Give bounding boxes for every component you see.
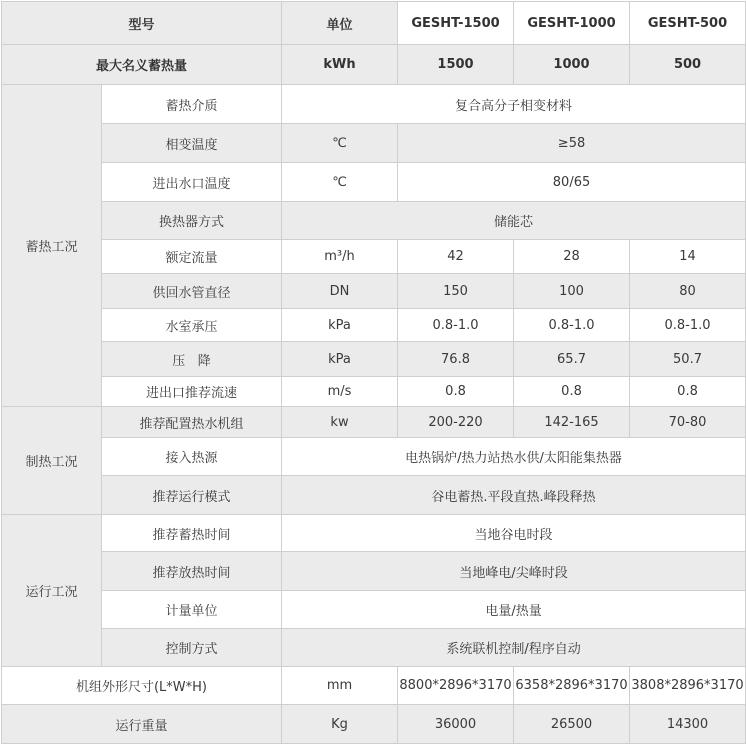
row-label: 相变温度 [102, 124, 282, 163]
row-value-3: 0.8 [630, 377, 746, 407]
row-value-1: 200-220 [398, 407, 514, 438]
row-value-3: 14 [630, 240, 746, 274]
row-value-3: 80 [630, 274, 746, 309]
row-merged-value: 系统联机控制/程序自动 [282, 629, 746, 667]
row-value-1: 76.8 [398, 342, 514, 377]
row-value-3: 70-80 [630, 407, 746, 438]
row-unit: kPa [282, 309, 398, 342]
weight-label: 运行重量 [2, 705, 282, 744]
row-value-2: 0.8-1.0 [514, 309, 630, 342]
row-value-1: 42 [398, 240, 514, 274]
row-label: 计量单位 [102, 591, 282, 629]
header-unit-label: 单位 [282, 2, 398, 45]
capacity-value-1: 1500 [398, 45, 514, 85]
row-label: 推荐蓄热时间 [102, 515, 282, 552]
row-value-1: 150 [398, 274, 514, 309]
row-label: 供回水管直径 [102, 274, 282, 309]
group-operation-label: 运行工况 [2, 515, 102, 667]
row-unit: ℃ [282, 163, 398, 202]
weight-value-2: 26500 [514, 705, 630, 744]
row-merged-value: 80/65 [398, 163, 746, 202]
row-merged-value: 谷电蓄热.平段直热.峰段释热 [282, 476, 746, 515]
row-value-1: 0.8 [398, 377, 514, 407]
row-merged-value: ≥58 [398, 124, 746, 163]
row-unit: m³/h [282, 240, 398, 274]
dimensions-value-2: 6358*2896*3170 [514, 667, 630, 705]
row-label: 额定流量 [102, 240, 282, 274]
row-value-2: 100 [514, 274, 630, 309]
row-unit: m/s [282, 377, 398, 407]
row-unit: ℃ [282, 124, 398, 163]
group-storage-label: 蓄热工况 [2, 85, 102, 407]
capacity-unit: kWh [282, 45, 398, 85]
dimensions-value-3: 3808*2896*3170 [630, 667, 746, 705]
row-value-2: 65.7 [514, 342, 630, 377]
row-merged-value: 电热锅炉/热力站热水供/太阳能集热器 [282, 438, 746, 476]
row-label: 压 降 [102, 342, 282, 377]
row-unit: kPa [282, 342, 398, 377]
header-model-label: 型号 [2, 2, 282, 45]
weight-value-1: 36000 [398, 705, 514, 744]
weight-value-3: 14300 [630, 705, 746, 744]
row-merged-value: 电量/热量 [282, 591, 746, 629]
row-label: 推荐放热时间 [102, 552, 282, 591]
row-label: 推荐运行模式 [102, 476, 282, 515]
row-merged-value: 复合高分子相变材料 [282, 85, 746, 124]
group-heating-label: 制热工况 [2, 407, 102, 515]
row-label: 换热器方式 [102, 202, 282, 240]
capacity-value-2: 1000 [514, 45, 630, 85]
row-label: 进出水口温度 [102, 163, 282, 202]
row-merged-value: 当地峰电/尖峰时段 [282, 552, 746, 591]
row-value-1: 0.8-1.0 [398, 309, 514, 342]
row-merged-value: 当地谷电时段 [282, 515, 746, 552]
spec-table [1, 1, 746, 744]
header-model-3: GESHT-500 [630, 2, 746, 45]
capacity-label: 最大名义蓄热量 [2, 45, 282, 85]
dimensions-label: 机组外形尺寸(L*W*H) [2, 667, 282, 705]
row-value-2: 28 [514, 240, 630, 274]
row-label: 接入热源 [102, 438, 282, 476]
row-value-2: 0.8 [514, 377, 630, 407]
weight-unit: Kg [282, 705, 398, 744]
row-value-3: 0.8-1.0 [630, 309, 746, 342]
capacity-value-3: 500 [630, 45, 746, 85]
row-label: 进出口推荐流速 [102, 377, 282, 407]
dimensions-unit: mm [282, 667, 398, 705]
header-model-2: GESHT-1000 [514, 2, 630, 45]
row-merged-value: 储能芯 [282, 202, 746, 240]
header-model-1: GESHT-1500 [398, 2, 514, 45]
row-label: 推荐配置热水机组 [102, 407, 282, 438]
row-unit: DN [282, 274, 398, 309]
row-label: 蓄热介质 [102, 85, 282, 124]
row-label: 水室承压 [102, 309, 282, 342]
row-value-2: 142-165 [514, 407, 630, 438]
row-value-3: 50.7 [630, 342, 746, 377]
row-unit: kw [282, 407, 398, 438]
row-label: 控制方式 [102, 629, 282, 667]
dimensions-value-1: 8800*2896*3170 [398, 667, 514, 705]
